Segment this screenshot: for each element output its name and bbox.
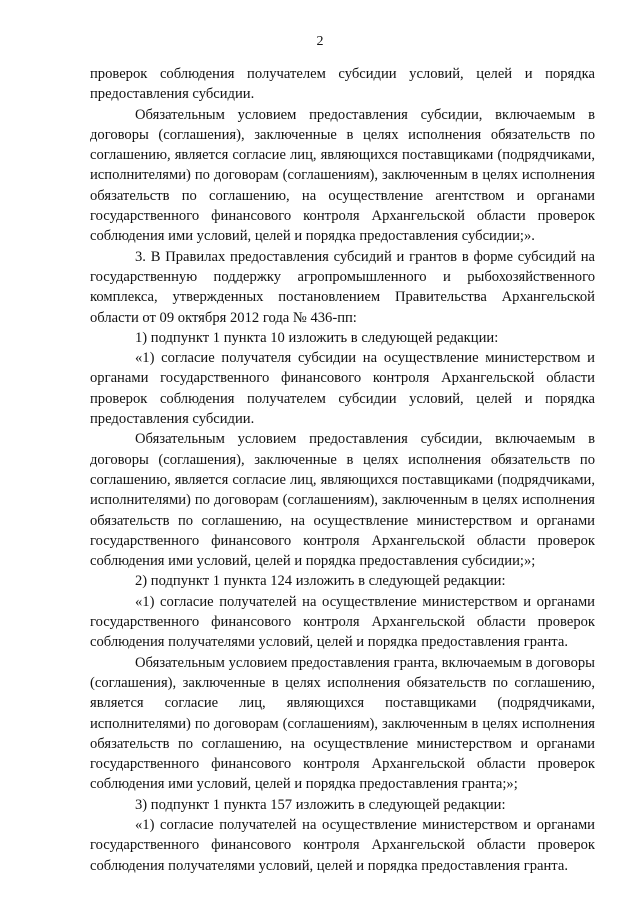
paragraph: Обязательным условием предоставления гранта, включаемым в договоры (соглашения), заключенные в целях исполнения обязательств по соглашению, является согласие лиц, являющихся поставщиками (подрядчиками, исполнителями) по договорам (соглашениям), заключенным в целях исполнения обязательств по соглашению, на осуществление министерством и органами государственного финансового контроля Архангельской области проверок соблюдения ими условий, целей и порядка предоставления гранта;»;	[90, 654, 595, 793]
paragraph: 2) подпункт 1 пункта 124 изложить в следующей редакции:	[135, 573, 506, 590]
paragraph: 3) подпункт 1 пункта 157 изложить в следующей редакции:	[135, 796, 506, 813]
paragraph: 1) подпункт 1 пункта 10 изложить в следующей редакции:	[135, 329, 499, 346]
paragraph: Обязательным условием предоставления субсидии, включаемым в договоры (соглашения), заключенные в целях исполнения обязательств по соглашению, является согласие лиц, являющихся поставщиками (подрядчиками, исполнителями) по договорам (соглашениям), заключенным в целях исполнения обязательств по соглашению, на осуществление министерством и органами государственного финансового контроля Архангельской области проверок соблюдения ими условий, целей и порядка предоставления субсидии;»;	[90, 431, 595, 570]
paragraph: 3. В Правилах предоставления субсидий и грантов в форме субсидий на государственную поддержку агропромышленного и рыбохозяйственного комплекса, утвержденных постановлением Правительства Архангельской области от 09 октября 2012 года № 436-пп:	[90, 248, 595, 326]
paragraph: «1) согласие получателей на осуществление министерством и органами государственного финансового контроля Архангельской области проверок соблюдения получателями условий, целей и порядка предоставления гранта.	[90, 816, 595, 874]
paragraph: Обязательным условием предоставления субсидии, включаемым в договоры (соглашения), заключенные в целях исполнения обязательств по соглашению, является согласие лиц, являющихся поставщиками (подрядчиками, исполнителями) по договорам (соглашениям), заключенным в целях исполнения обязательств по соглашению, на осуществление агентством и органами государственного финансового контроля Архангельской области проверок соблюдения ими условий, целей и порядка предоставления субсидии;».	[90, 106, 595, 245]
paragraph: «1) согласие получателя субсидии на осуществление министерством и органами государственного финансового контроля Архангельской области проверок соблюдения получателем субсидии условий, целей и порядка предоставления субсидии.	[90, 350, 595, 428]
document-body	[90, 64, 595, 876]
paragraph: проверок соблюдения получателем субсидии условий, целей и порядка предоставления субсидии.	[90, 66, 595, 103]
paragraph: «1) согласие получателей на осуществление министерством и органами государственного финансового контроля Архангельской области проверок соблюдения получателями условий, целей и порядка предоставления гранта.	[90, 593, 595, 651]
page-number: 2	[316, 34, 324, 49]
